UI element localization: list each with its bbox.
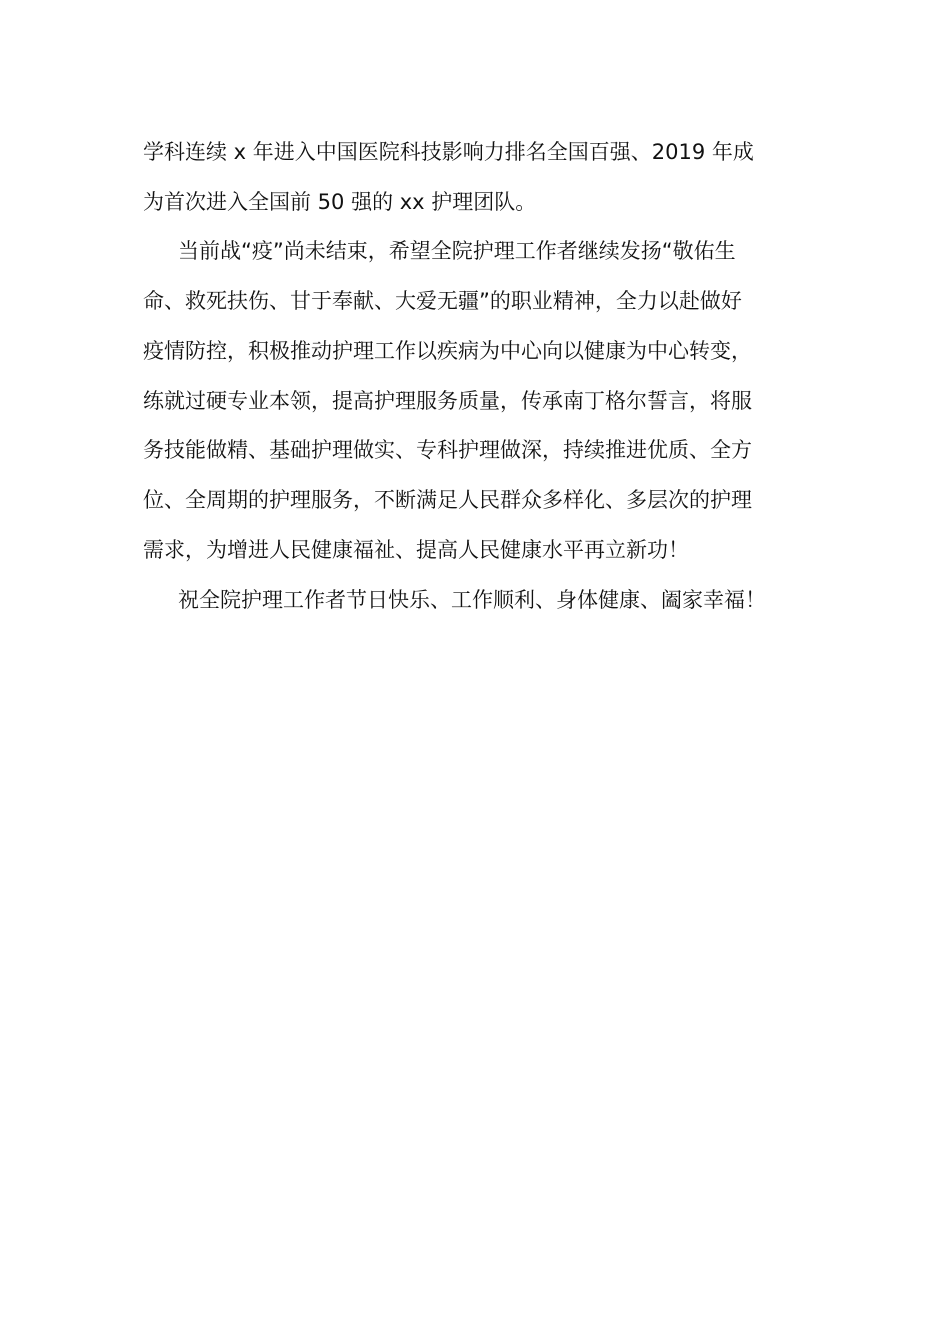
paragraph-line: 位、全周期的护理服务，不断满足人民群众多样化、多层次的护理 xyxy=(143,488,752,512)
paragraph-line: 务技能做精、基础护理做实、专科护理做深，持续推进优质、全方 xyxy=(143,438,752,462)
paragraph-line: 学科连续 x 年进入中国医院科技影响力排名全国百强、2019 年成 xyxy=(143,140,754,164)
paragraph-line: 祝全院护理工作者节日快乐、工作顺利、身体健康、阖家幸福！ xyxy=(178,588,766,612)
paragraph-line: 命、救死扶伤、甘于奉献、大爱无疆”的职业精神，全力以赴做好 xyxy=(143,289,742,313)
paragraph-line: 为首次进入全国前 50 强的 xx 护理团队。 xyxy=(143,190,537,214)
paragraph-line: 疫情防控，积极推动护理工作以疾病为中心向以健康为中心转变， xyxy=(143,339,752,363)
paragraph-line: 需求，为增进人民健康福祉、提高人民健康水平再立新功！ xyxy=(143,538,689,562)
paragraph-line: 当前战“疫”尚未结束，希望全院护理工作者继续发扬“敬佑生 xyxy=(178,239,736,263)
paragraph-line: 练就过硬专业本领，提高护理服务质量，传承南丁格尔誓言，将服 xyxy=(143,389,752,413)
